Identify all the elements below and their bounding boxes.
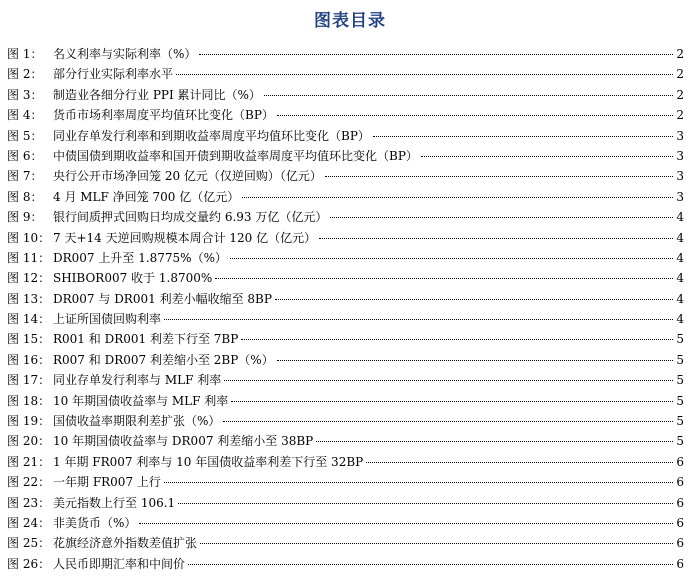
toc-dot-leader <box>264 95 673 96</box>
toc-entry-page-number[interactable]: 4 <box>676 250 684 265</box>
toc-entry[interactable] <box>7 105 684 125</box>
toc-entry-title[interactable]: 国债收益率期限利差扩张（%） <box>53 414 221 429</box>
toc-entry-page-number[interactable]: 5 <box>676 434 684 449</box>
toc-dot-leader <box>275 299 673 300</box>
toc-entry-page-number[interactable]: 6 <box>676 536 684 551</box>
toc-entry[interactable] <box>7 493 684 513</box>
toc-dot-leader <box>421 156 673 157</box>
toc-dot-leader <box>316 441 673 442</box>
toc-entry-page-number[interactable]: 4 <box>676 312 684 327</box>
toc-entry-page-number[interactable]: 5 <box>676 332 684 347</box>
toc-dot-leader <box>277 360 674 361</box>
toc-dot-leader <box>223 421 673 422</box>
toc-dot-leader <box>224 380 673 381</box>
toc-entry[interactable] <box>7 513 684 533</box>
toc-entry[interactable] <box>7 329 684 349</box>
toc-entry-title[interactable]: 上证所国债回购利率 <box>53 312 162 327</box>
toc-entry-page-number[interactable]: 2 <box>676 67 684 82</box>
toc-entry-page-number[interactable]: 4 <box>676 230 684 245</box>
toc-entry-page-number[interactable]: 2 <box>676 108 684 123</box>
toc-entry-page-number[interactable]: 5 <box>676 373 684 388</box>
toc-dot-leader <box>188 564 673 565</box>
toc-entry-title[interactable]: 4 月 MLF 净回笼 700 亿（亿元） <box>53 189 240 204</box>
toc-entry-title[interactable]: 1 年期 FR007 利率与 10 年国债收益率利差下行至 32BP <box>53 454 364 469</box>
toc-dot-leader <box>242 197 673 198</box>
toc-entry-label: 图 7： <box>7 169 43 184</box>
toc-dot-leader <box>231 401 673 402</box>
toc-entry-page-number[interactable]: 5 <box>676 393 684 408</box>
toc-dot-leader <box>373 136 673 137</box>
toc-entry-label: 图 11： <box>7 250 51 265</box>
toc-entry-label: 图 9： <box>7 210 43 225</box>
toc-dot-leader <box>164 319 673 320</box>
toc-entry-page-number[interactable]: 6 <box>676 556 684 571</box>
toc-list <box>7 44 684 574</box>
toc-entry-title[interactable]: R001 和 DR001 利差下行至 7BP <box>53 332 239 347</box>
toc-entry-label: 图 22： <box>7 475 51 490</box>
toc-entry[interactable] <box>7 289 684 309</box>
toc-entry-label: 图 25： <box>7 536 51 551</box>
toc-entry[interactable] <box>7 126 684 146</box>
toc-entry-title[interactable]: R007 和 DR007 利差缩小至 2BP（%） <box>53 352 274 367</box>
toc-entry-label: 图 4： <box>7 108 43 123</box>
toc-entry-title[interactable]: 同业存单发行利率与 MLF 利率 <box>53 373 222 388</box>
toc-dot-leader <box>319 238 673 239</box>
toc-entry-page-number[interactable]: 6 <box>676 454 684 469</box>
toc-entry-label: 图 15： <box>7 332 51 347</box>
toc-entry-label: 图 6： <box>7 148 43 163</box>
toc-dot-leader <box>230 258 673 259</box>
toc-entry-page-number[interactable]: 3 <box>676 189 684 204</box>
toc-entry[interactable] <box>7 64 684 84</box>
toc-entry-title[interactable]: 7 天+14 天逆回购规模本周合计 120 亿（亿元） <box>53 230 317 245</box>
toc-entry-page-number[interactable]: 4 <box>676 271 684 286</box>
toc-entry-title[interactable]: 一年期 FR007 上行 <box>53 475 161 490</box>
toc-entry-label: 图 23： <box>7 495 51 510</box>
toc-entry[interactable] <box>7 431 684 451</box>
toc-dot-leader <box>330 217 673 218</box>
toc-entry-title[interactable]: 花旗经济意外指数差值扩张 <box>53 536 198 551</box>
toc-dot-leader <box>178 503 673 504</box>
toc-entry-title[interactable]: 央行公开市场净回笼 20 亿元（仅逆回购）（亿元） <box>53 169 322 184</box>
toc-entry-page-number[interactable]: 4 <box>676 291 684 306</box>
toc-entry-page-number[interactable]: 3 <box>676 128 684 143</box>
toc-entry-page-number[interactable]: 3 <box>676 169 684 184</box>
toc-entry-title[interactable]: 美元指数上行至 106.1 <box>53 495 176 510</box>
toc-entry-label: 图 13： <box>7 291 51 306</box>
toc-dot-leader <box>277 115 673 116</box>
toc-entry-label: 图 1： <box>7 47 43 61</box>
toc-entry-title[interactable]: 人民币即期汇率和中间价 <box>53 556 186 571</box>
toc-entry-title[interactable]: 中债国债到期收益率和国开债到期收益率周度平均值环比变化（BP） <box>53 148 418 163</box>
toc-entry-label: 图 16： <box>7 352 51 367</box>
toc-entry[interactable] <box>7 309 684 329</box>
toc-entry-title[interactable]: 银行间质押式回购日均成交量约 6.93 万亿（亿元） <box>53 210 328 225</box>
toc-entry[interactable] <box>7 146 684 166</box>
toc-dot-leader <box>241 339 673 340</box>
toc-entry-label: 图 3： <box>7 87 43 102</box>
toc-entry-title[interactable]: 同业存单发行利率和到期收益率周度平均值环比变化（BP） <box>53 128 370 143</box>
toc-entry-title[interactable]: 非美货币（%） <box>53 515 137 530</box>
toc-entry-page-number[interactable]: 5 <box>676 414 684 429</box>
toc-entry-title[interactable]: DR007 上升至 1.8775%（%） <box>53 250 227 265</box>
toc-entry-page-number[interactable]: 2 <box>676 47 684 61</box>
toc-entry[interactable] <box>7 166 684 186</box>
toc-entry-page-number[interactable]: 6 <box>676 515 684 530</box>
toc-entry-title[interactable]: 10 年期国债收益率与 DR007 利差缩小至 38BP <box>53 434 314 449</box>
toc-entry-label: 图 17： <box>7 373 51 388</box>
toc-entry-label: 图 19： <box>7 414 51 429</box>
toc-dot-leader <box>215 278 673 279</box>
toc-entry-title[interactable]: SHIBOR007 收于 1.8700% <box>53 271 213 286</box>
toc-entry-label: 图 24： <box>7 515 51 530</box>
toc-entry[interactable] <box>7 85 684 105</box>
toc-dot-leader <box>200 543 673 544</box>
toc-entry-title[interactable]: 货币市场利率周度平均值环比变化（BP） <box>53 108 274 123</box>
toc-title: 图表目录 <box>314 11 386 31</box>
toc-entry-page-number[interactable]: 6 <box>676 475 684 490</box>
toc-entry[interactable] <box>7 187 684 207</box>
toc-entry[interactable] <box>7 268 684 288</box>
toc-entry-label: 图 18： <box>7 393 51 408</box>
toc-entry[interactable] <box>7 533 684 553</box>
toc-entry[interactable] <box>7 44 684 64</box>
toc-entry-title[interactable]: 制造业各细分行业 PPI 累计同比（%） <box>53 87 261 102</box>
toc-entry-title[interactable]: 10 年期国债收益率与 MLF 利率 <box>53 393 229 408</box>
toc-dot-leader <box>139 523 673 524</box>
toc-entry-title[interactable]: 部分行业实际利率水平 <box>53 67 174 82</box>
toc-entry[interactable] <box>7 452 684 472</box>
toc-entry[interactable] <box>7 248 684 268</box>
toc-entry-label: 图 12： <box>7 271 51 286</box>
toc-entry-label: 图 10： <box>7 230 51 245</box>
toc-entry-page-number[interactable]: 2 <box>676 87 684 102</box>
toc-entry-page-number[interactable]: 3 <box>676 148 684 163</box>
toc-dot-leader <box>176 74 673 75</box>
toc-entry[interactable] <box>7 350 684 370</box>
toc-entry-label: 图 5： <box>7 128 43 143</box>
toc-entry-label: 图 14： <box>7 312 51 327</box>
toc-entry-label: 图 20： <box>7 434 51 449</box>
toc-entry[interactable] <box>7 207 684 227</box>
toc-entry-label: 图 8： <box>7 189 43 204</box>
toc-entry[interactable] <box>7 391 684 411</box>
toc-entry-page-number[interactable]: 6 <box>676 495 684 510</box>
toc-entry-label: 图 26： <box>7 556 51 571</box>
toc-dot-leader <box>199 54 673 55</box>
toc-entry[interactable] <box>7 228 684 248</box>
toc-entry-label: 图 2： <box>7 67 43 82</box>
toc-dot-leader <box>366 462 673 463</box>
toc-entry[interactable] <box>7 472 684 492</box>
toc-entry-title[interactable]: 名义利率与实际利率（%） <box>53 47 197 61</box>
toc-entry[interactable] <box>7 411 684 431</box>
toc-entry-title[interactable]: DR007 与 DR001 利差小幅收缩至 8BP <box>53 291 272 306</box>
toc-dot-leader <box>164 482 673 483</box>
toc-dot-leader <box>325 176 673 177</box>
toc-entry[interactable] <box>7 554 684 574</box>
toc-entry-page-number[interactable]: 4 <box>676 210 684 225</box>
toc-entry-label: 图 21： <box>7 454 51 469</box>
toc-entry[interactable] <box>7 370 684 390</box>
toc-entry-page-number[interactable]: 5 <box>676 352 684 367</box>
